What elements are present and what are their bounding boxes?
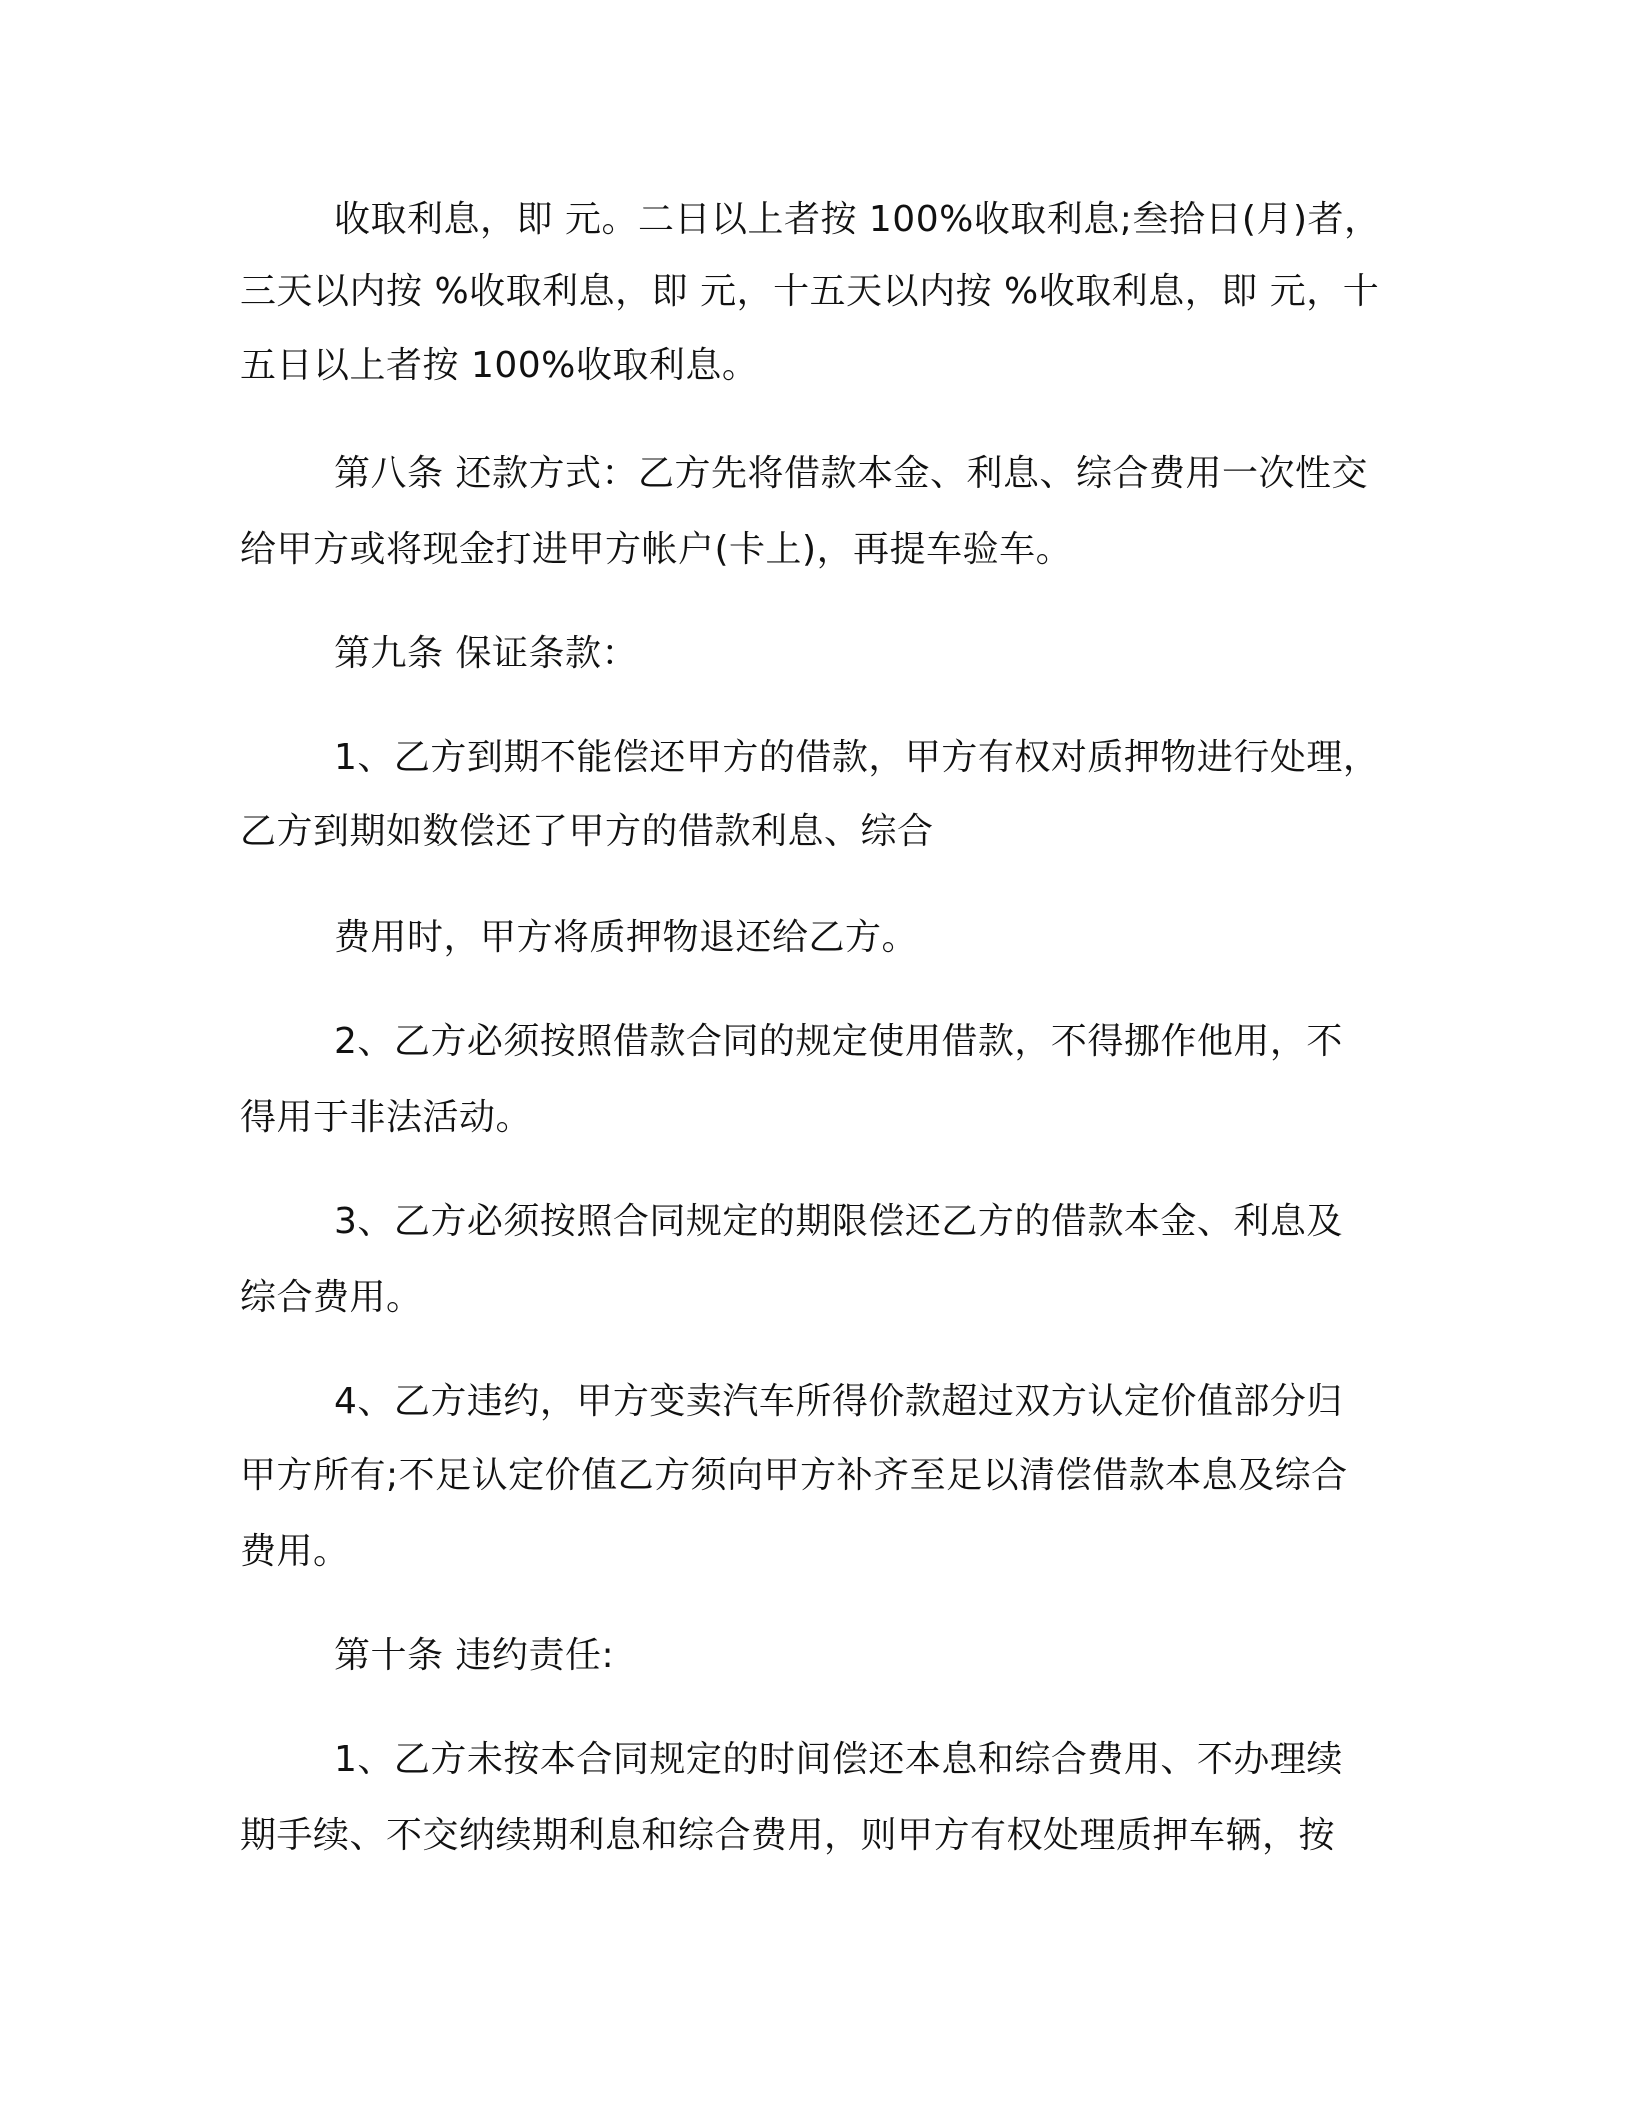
text-line: 1、乙方到期不能偿还甲方的借款，甲方有权对质押物进行处理，	[334, 737, 1380, 778]
text-line: 收取利息，即 元。二日以上者按 100%收取利息;叁拾日(月)者，	[334, 199, 1381, 240]
text-line: 4、乙方违约，甲方变卖汽车所得价款超过双方认定价值部分归	[334, 1381, 1343, 1422]
text-line: 给甲方或将现金打进甲方帐户(卡上)，再提车验车。	[240, 529, 1073, 570]
text-line: 费用时，甲方将质押物退还给乙方。	[334, 917, 919, 958]
text-line: 乙方到期如数偿还了甲方的借款利息、综合	[240, 811, 934, 852]
text-line: 3、乙方必须按照合同规定的期限偿还乙方的借款本金、利息及	[334, 1201, 1343, 1242]
text-line: 得用于非法活动。	[240, 1097, 533, 1138]
text-line: 2、乙方必须按照借款合同的规定使用借款，不得挪作他用，不	[334, 1021, 1343, 1062]
text-line: 期手续、不交纳续期利息和综合费用，则甲方有权处理质押车辆，按	[240, 1815, 1336, 1856]
text-line: 三天以内按 %收取利息，即 元，十五天以内按 %收取利息，即 元，十	[240, 271, 1380, 312]
text-line: 综合费用。	[240, 1277, 423, 1318]
text-line: 甲方所有;不足认定价值乙方须向甲方补齐至足以清偿借款本息及综合	[240, 1455, 1348, 1496]
text-line: 五日以上者按 100%收取利息。	[240, 345, 759, 386]
article-10-heading: 第十条 违约责任:	[334, 1635, 615, 1676]
article-8-heading-line: 第八条 还款方式：乙方先将借款本金、利息、综合费用一次性交	[334, 453, 1368, 494]
text-line: 费用。	[240, 1531, 350, 1572]
text-line: 1、乙方未按本合同规定的时间偿还本息和综合费用、不办理续	[334, 1739, 1343, 1780]
article-9-heading: 第九条 保证条款：	[334, 633, 638, 674]
